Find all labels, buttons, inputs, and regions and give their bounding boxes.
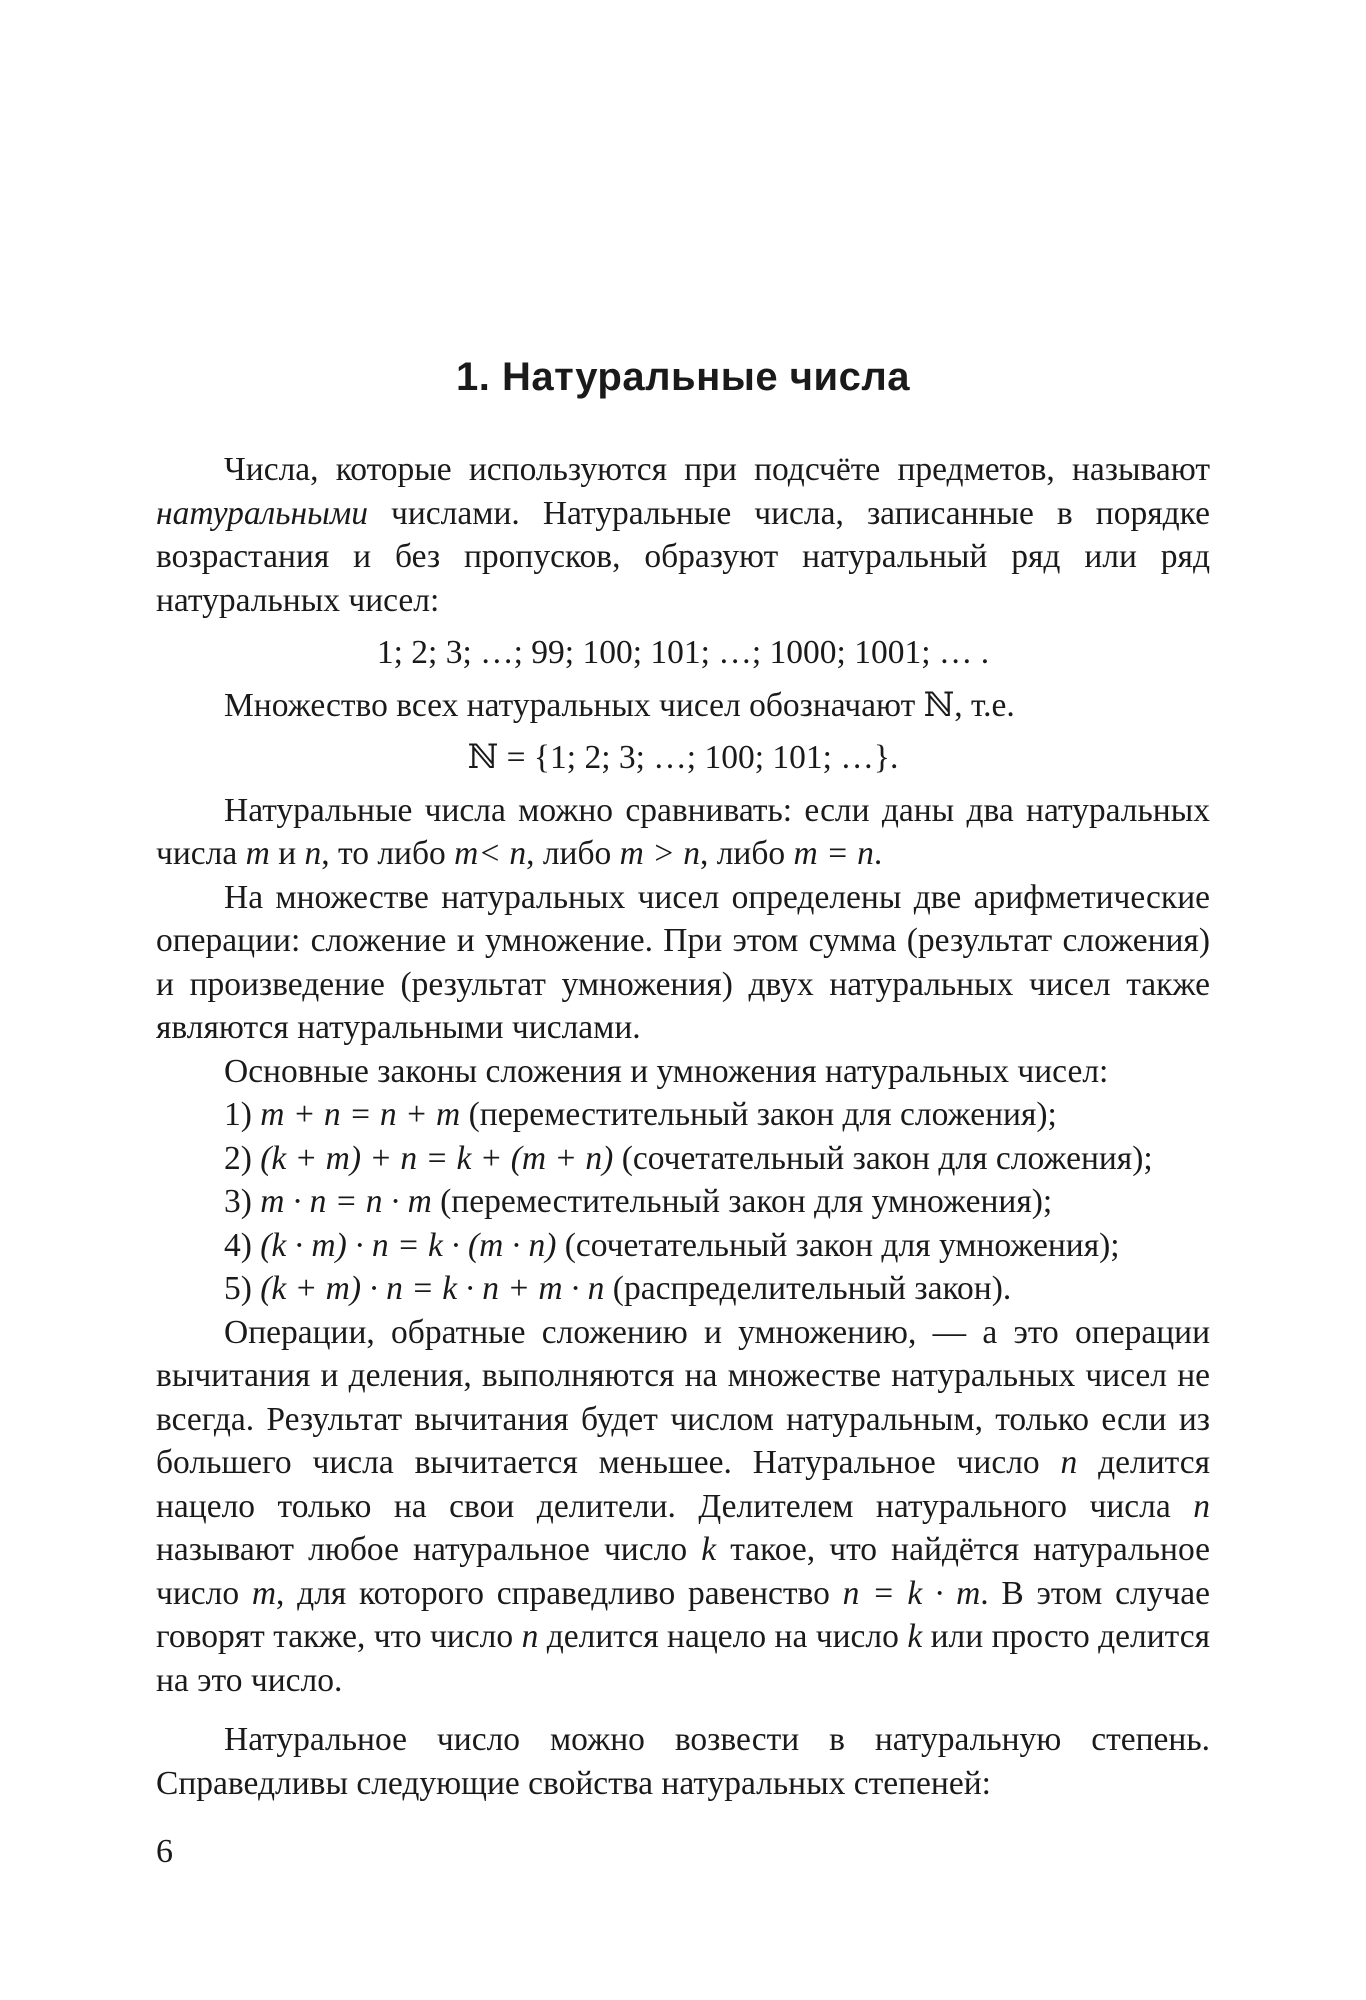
text-span: , либо (526, 835, 620, 872)
law-text: (сочетательный закон для сложения); (613, 1139, 1153, 1177)
formula-set-n: ℕ = {1; 2; 3; …; 100; 101; …}. (467, 739, 899, 776)
law-text: (переместительный закон для умножения); (431, 1183, 1053, 1220)
paragraph-inverse-operations (156, 1311, 1210, 1703)
laws-intro: Основные законы сложения и умножения натуральных чисел: (224, 1052, 1109, 1090)
text-span: и (269, 835, 305, 872)
text-span: , для которого справедливо равенство (276, 1574, 843, 1612)
variable-n: n (1060, 1444, 1078, 1481)
variable-m: m (245, 835, 270, 872)
law-item (156, 1224, 1210, 1268)
law-formula: (k · m) · n = k · (m · n) (260, 1226, 557, 1264)
inline-formula: m< n (454, 835, 527, 872)
text-span: или просто делится на это число. (156, 1618, 1211, 1699)
text-span: , то либо (321, 835, 455, 872)
variable-n: n (304, 835, 322, 872)
law-formula: m · n = n · m (260, 1183, 432, 1220)
law-number: 5) (224, 1270, 261, 1307)
variable-k: k (907, 1618, 923, 1655)
law-formula: (k + m) + n = k + (m + n) (260, 1139, 614, 1177)
text-span: числами. Натуральные числа, записанные в порядке возрастания и без пропусков, образуют натуральный ряд или ряд натуральных чисел: (156, 494, 1210, 619)
laws-list (156, 1093, 1210, 1311)
paragraph-set-notation: Множество всех натуральных чисел обозначают ℕ, т.е. (224, 686, 1015, 724)
law-number: 3) (224, 1183, 261, 1220)
variable-n: n (521, 1618, 539, 1655)
text-span: Натуральные числа можно сравнивать: если даны два натуральных числа (156, 791, 1210, 872)
text-span: Операции, обратные сложению и умножению, — а это операции вычитания и деления, выполняются на множестве натуральных чисел не всегда. Результат вычитания будет числом натуральным, только если из большего числа вычитается меньшее. Натуральное число (156, 1313, 1210, 1481)
law-formula: m + n = n + m (260, 1096, 461, 1133)
variable-k: k (701, 1531, 717, 1568)
law-text: (переместительный закон для сложения); (460, 1096, 1057, 1133)
text-span: делится нацело на число (538, 1618, 908, 1655)
text-span: Числа, которые используются при подсчёте предметов, называют (224, 451, 1210, 488)
text-span: . (873, 835, 883, 872)
paragraph-definition (156, 448, 1210, 622)
text-span: , либо (699, 835, 794, 872)
law-formula: (k + m) · n = k · n + m · n (260, 1270, 605, 1307)
text-span: . В этом случае говорят также, что число (156, 1574, 1211, 1655)
paragraph-powers: Натуральное число можно возвести в натуральную степень. Справедливы следующие свойства натуральных степеней: (156, 1721, 1210, 1802)
law-number: 2) (224, 1139, 261, 1177)
law-text: (распределительный закон). (604, 1270, 1012, 1307)
emphasis-term: натуральными (156, 494, 368, 532)
page-body (156, 448, 1210, 1805)
variable-n: n (1193, 1487, 1210, 1525)
law-number: 4) (224, 1226, 261, 1264)
text-span: делится нацело только на свои делители. Делителем натурального числа (156, 1444, 1210, 1525)
text-span: называют любое натуральное число (156, 1531, 702, 1568)
law-item (156, 1267, 1210, 1311)
section-heading: 1. Натуральные числа (456, 355, 910, 399)
paragraph-comparison (156, 789, 1210, 876)
variable-m: m (251, 1574, 277, 1612)
law-item (156, 1093, 1210, 1137)
text-span: такое, что найдётся натуральное число (156, 1531, 1210, 1612)
inline-formula: n = k · m (842, 1574, 981, 1612)
law-text: (сочетательный закон для умножения); (556, 1226, 1120, 1264)
paragraph-operations: На множестве натуральных чисел определены две арифметические операции: сложение и умножение. При этом сумма (результат сложения) и произведение (результат умножения) двух натуральных чисел также являются натуральными числами. (156, 878, 1210, 1046)
inline-formula: m > n (619, 835, 700, 872)
formula-natural-series: 1; 2; 3; …; 99; 100; 101; …; 1000; 1001; … . (376, 634, 990, 671)
law-number: 1) (224, 1096, 261, 1133)
inline-formula: m = n (793, 835, 874, 872)
law-item (156, 1180, 1210, 1224)
law-item (156, 1137, 1210, 1181)
page-number: 6 (156, 1833, 173, 1870)
